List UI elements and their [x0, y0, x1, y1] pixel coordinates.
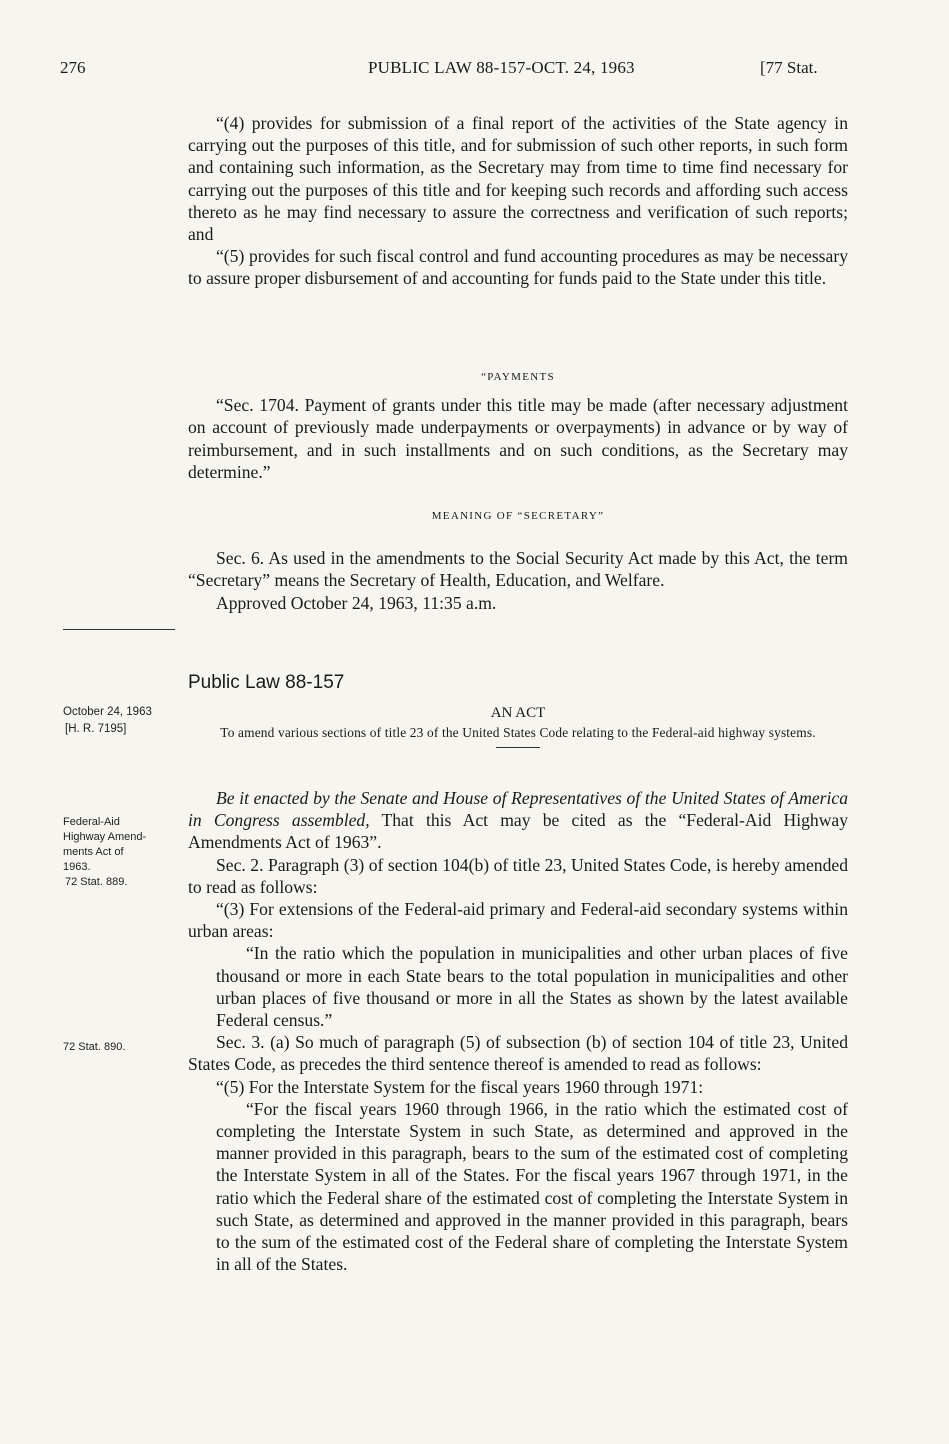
margin-stat-890: 72 Stat. 890. — [63, 1041, 126, 1053]
sec-1704-paragraph: “Sec. 1704. Payment of grants under this title may be made (after necessary adjustment on account of previously made underpayments or overpayments) in advance or by way of reimbursement, and in such installments and on such conditions, as the Secretary may determine.” — [188, 395, 848, 482]
approved-line: Approved October 24, 1963, 11:35 a.m. — [216, 592, 497, 613]
margin-note-line: ments Act of — [63, 846, 124, 858]
margin-date-note — [63, 704, 152, 738]
running-title: PUBLIC LAW 88-157-OCT. 24, 1963 — [368, 58, 635, 77]
enacting-clause — [188, 787, 848, 854]
enacting-clause-short-title: That this Act may be cited as the “Federal-Aid Highway Amendments Act of 1963”. — [188, 810, 849, 853]
public-law-number: Public Law 88-157 — [188, 672, 345, 693]
act-body — [188, 787, 848, 1275]
margin-hr-number: [H. R. 7195] — [65, 723, 127, 735]
margin-date: October 24, 1963 — [63, 706, 152, 718]
paragraph-5-interstate: “(5) For the Interstate System for the fiscal years 1960 through 1971: — [216, 1076, 704, 1097]
sec-6-paragraph: Sec. 6. As used in the amendments to the Social Security Act made by this Act, the term “Secretary” means the Secretary of Health, Education, and Welfare. — [188, 548, 848, 591]
fiscal-years-quotation: “For the fiscal years 1960 through 1966, in the ratio which the estimated cost of completing the Interstate System in such State, as determined and approved in the manner provided in this paragraph, bears to the sum of the estimated cost of completing the Interstate System in all of the States. For the fiscal years 1967 through 1971, in the ratio which the Federal share of the estimated cost of completing the Interstate System in such State, as determined and approved in the manner provided in this paragraph, bears to the sum of the estimated cost of the Federal share of completing the Interstate System in all of the States. — [216, 1098, 848, 1275]
margin-short-title-note — [63, 815, 146, 890]
page-number: 276 — [60, 58, 86, 77]
meaning-secretary-section — [188, 505, 848, 614]
ratio-quotation: “In the ratio which the population in municipalities and other urban places of five thousand or more in each State bears to the total population in municipalities and other urban places of five thousand or more in all the States as shown by the latest available Federal census.” — [216, 943, 848, 1031]
payments-section — [188, 366, 848, 483]
act-caption — [188, 702, 848, 748]
sec-3-paragraph: Sec. 3. (a) So much of paragraph (5) of subsection (b) of section 104 of title 23, United States Code, as precedes the third sentence thereof is amended to read as follows: — [188, 1032, 848, 1075]
enacting-clause-italic: Be it enacted by the Senate and House of Representatives of the United States of America in Congress assembled, — [188, 788, 848, 831]
margin-rule — [63, 629, 175, 630]
heading-meaning-of-secretary: MEANING OF “SECRETARY” — [431, 510, 605, 522]
margin-note-line: Federal-Aid — [63, 816, 120, 828]
section-1703-text — [188, 112, 848, 290]
act-purpose: To amend various sections of title 23 of the United States Code relating to the Federal-aid highway systems. — [220, 725, 816, 741]
margin-stat-889: 72 Stat. 889. — [65, 876, 128, 888]
public-law-title-block — [188, 672, 848, 694]
sec-2-paragraph: Sec. 2. Paragraph (3) of section 104(b) of title 23, United States Code, is hereby amended to read as follows: — [188, 854, 848, 897]
caption-rule — [496, 747, 540, 748]
paragraph-3-extensions: “(3) For extensions of the Federal-aid primary and Federal-aid secondary systems within urban areas: — [188, 899, 848, 942]
margin-note-line: Highway Amend- — [63, 831, 147, 843]
an-act-heading: AN ACT — [490, 705, 546, 721]
statute-reference: [77 Stat. — [760, 58, 818, 77]
paragraph-4: “(4) provides for submission of a final report of the activities of the State agency in carrying out the purposes of this title, and for submission of such other reports, in such form and containing such information, as the Secretary may from time to time find necessary for carrying out the purposes of this title and for keeping such records and affording such access thereto as he may find necessary to assure the correctness and verification of such reports; and — [188, 113, 848, 245]
heading-payments: “PAYMENTS — [481, 371, 555, 383]
paragraph-5: “(5) provides for such fiscal control and fund accounting procedures as may be necessary to assure proper disbursement of and accounting for funds paid to the State under this title. — [188, 246, 848, 289]
page-header — [60, 58, 860, 82]
margin-note-line: 1963. — [63, 861, 91, 873]
